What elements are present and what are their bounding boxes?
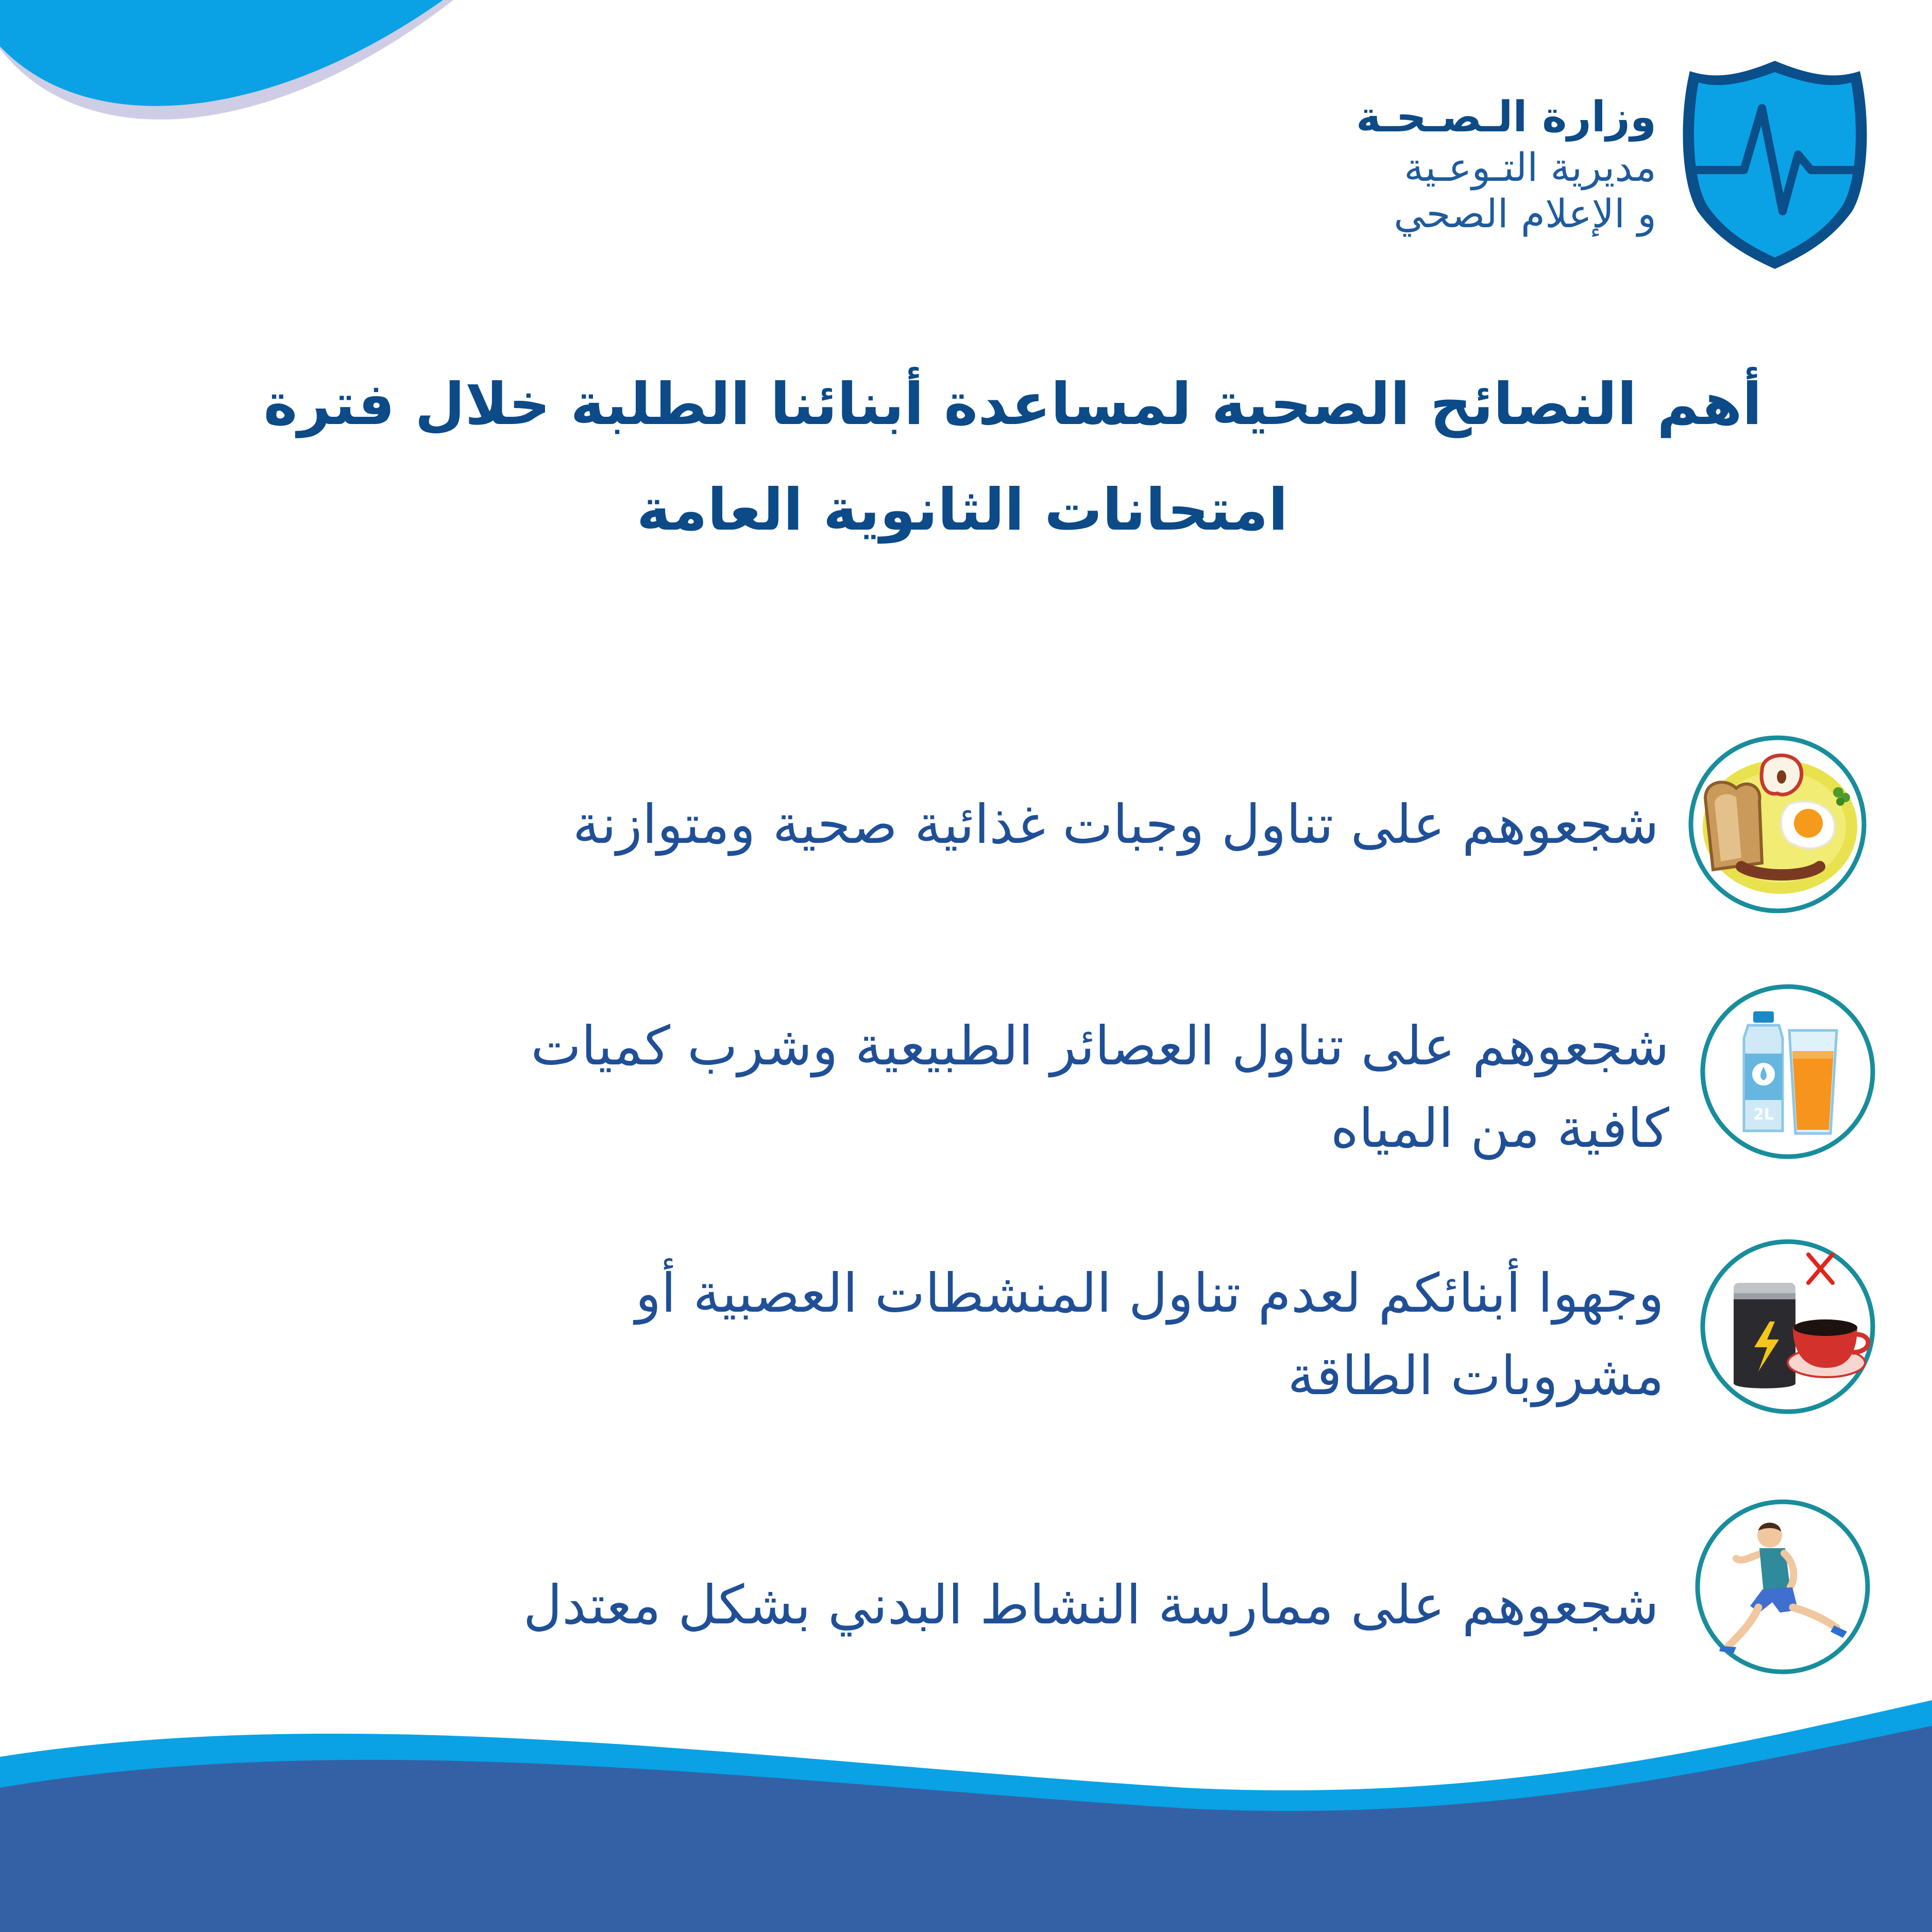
energy-drink-coffee-icon (1698, 1236, 1878, 1417)
tip-4-text: شجعوهم على ممارسة النشاط البدني بشكل معتدل (523, 1573, 1659, 1636)
running-man-icon (1692, 1497, 1873, 1677)
page-title-line-2: امتحانات الثانوية العامة (636, 477, 1288, 544)
breakfast-plate-icon (1685, 732, 1870, 917)
top-wave-decoration (0, 0, 464, 206)
bottle-size-label: 2L (1753, 1106, 1774, 1124)
tip-2-text-line-2: كافية من المياه (1330, 1097, 1669, 1160)
tip-3-text-line-1: وجهوا أبنائكم لعدم تناول المنشطات العصبية أو (635, 1262, 1664, 1325)
bottom-wave-decoration (0, 1669, 1932, 1932)
logo-media-line: و الإعلام الصحي (1394, 191, 1656, 236)
tip-1-text: شجعوهم على تناول وجبات غذائية صحية ومتوازنة (572, 793, 1659, 856)
logo-ministry-name: وزارة الـصـحـة (1355, 93, 1656, 142)
logo-directorate-line: مديرية التـوعـية (1404, 144, 1656, 190)
water-juice-icon (1698, 981, 1878, 1162)
page-title-line-1: أهم النصائح الصحية لمساعدة أبنائنا الطلبة خلال فترة (263, 371, 1762, 438)
ministry-shield-logo (1677, 57, 1873, 273)
tip-2-text-line-1: شجعوهم على تناول العصائر الطبيعية وشرب كميات (531, 1014, 1669, 1077)
tip-3-text-line-2: مشروبات الطاقة (1287, 1344, 1664, 1407)
